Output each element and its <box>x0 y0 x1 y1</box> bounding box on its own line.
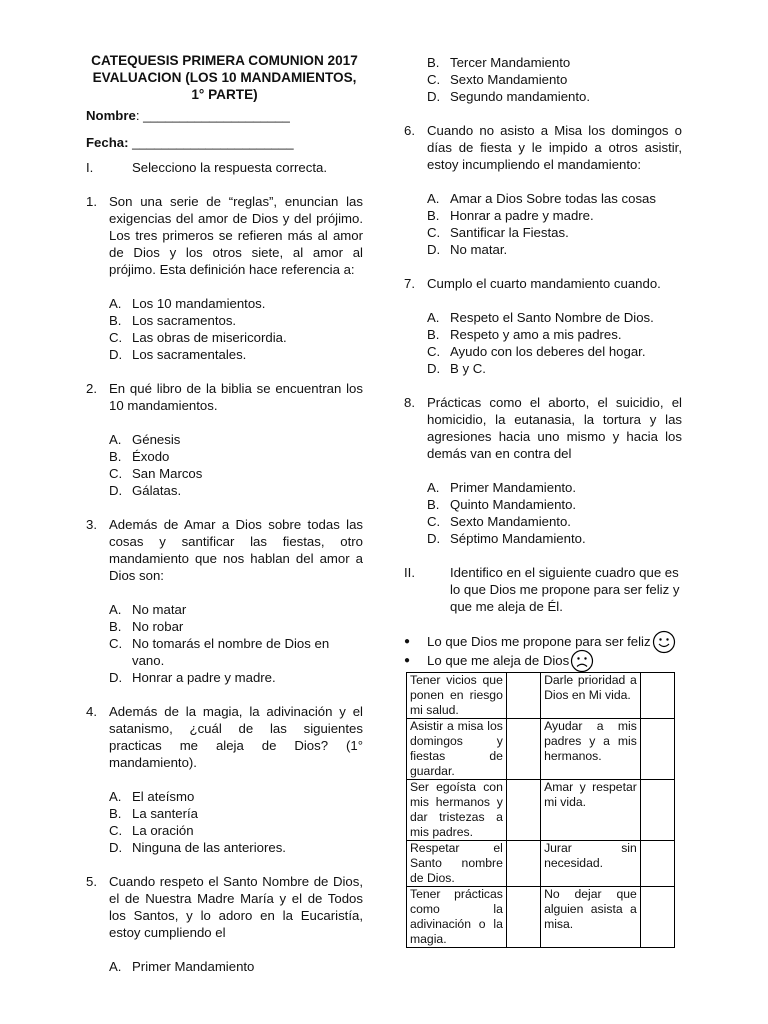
answer-option[interactable] <box>427 343 682 360</box>
answer-options <box>404 309 682 377</box>
option-text: El ateísmo <box>132 789 195 804</box>
question-4 <box>86 703 363 771</box>
answer-options <box>86 431 363 499</box>
section-number: II. <box>404 565 415 580</box>
question-text: Cuando no asisto a Misa los domingos o días de fiesta y le impido a otros asistir, estoy incumpliendo el mandamiento: <box>427 123 682 172</box>
question-text: Son una serie de “reglas”, enuncian las exigencias del amor de Dios y del prójimo. Los tres primeros se refieren más al amor de Dios y los otros siete, al amor al prójimo. Esta definición hace referencia a: <box>109 194 363 277</box>
answer-option[interactable] <box>109 788 363 805</box>
option-letter: C. <box>427 225 441 240</box>
option-text: No robar <box>132 619 184 634</box>
option-text: Respeto y amo a mis padres. <box>450 327 622 342</box>
option-text: Quinto Mandamiento. <box>450 497 577 512</box>
table-row <box>407 673 675 719</box>
classification-table <box>406 672 675 948</box>
option-text: Segundo mandamiento. <box>450 89 591 104</box>
table-cell-statement: Amar y respetar mi vida. <box>541 780 641 841</box>
table-cell-answer-box[interactable] <box>506 719 540 780</box>
answer-option[interactable] <box>109 958 363 975</box>
question-text: Además de la magia, la adivinación y el satanismo, ¿cuál de las siguientes practicas me aleja de Dios? (1° mandamiento). <box>109 704 363 770</box>
table-cell-answer-box[interactable] <box>506 887 540 948</box>
table-cell-statement: Jurar sin necesidad. <box>541 841 641 887</box>
table-cell-answer-box[interactable] <box>506 841 540 887</box>
option-letter: D. <box>427 242 441 257</box>
option-letter: B. <box>427 327 440 342</box>
section-number: I. <box>86 160 94 175</box>
option-letter: B. <box>109 449 122 464</box>
option-letter: C. <box>427 72 441 87</box>
answer-option[interactable] <box>109 601 363 618</box>
bullet-icon: ● <box>404 636 411 647</box>
option-text: La santería <box>132 806 198 821</box>
option-text: No matar. <box>450 242 508 257</box>
option-text: Los sacramentales. <box>132 347 247 362</box>
answer-option[interactable] <box>427 326 682 343</box>
option-text: Ninguna de las anteriores. <box>132 840 286 855</box>
option-text: Sexto Mandamiento <box>450 72 568 87</box>
option-text: Las obras de misericordia. <box>132 330 287 345</box>
option-letter: C. <box>109 636 123 651</box>
table-cell-answer-box[interactable] <box>640 841 674 887</box>
title-line-1: CATEQUESIS PRIMERA COMUNION 2017 <box>91 53 358 68</box>
answer-option[interactable] <box>427 241 682 258</box>
answer-option[interactable] <box>427 530 682 547</box>
option-text: Honrar a padre y madre. <box>132 670 276 685</box>
question-text: Cumplo el cuarto mandamiento cuando. <box>427 276 661 291</box>
table-cell-answer-box[interactable] <box>640 673 674 719</box>
answer-option[interactable] <box>109 295 363 312</box>
bullet-text: Lo que me aleja de Dios <box>427 653 570 668</box>
left-questions <box>86 193 363 975</box>
question-number: 5. <box>86 874 97 889</box>
answer-option[interactable] <box>427 207 682 224</box>
answer-option[interactable] <box>427 479 682 496</box>
option-text: No tomarás el nombre de Dios en vano. <box>132 636 330 668</box>
answer-option[interactable] <box>109 805 363 822</box>
date-blank: ______________________ <box>128 135 294 150</box>
section-1-heading <box>86 159 363 176</box>
table-cell-answer-box[interactable] <box>640 887 674 948</box>
table-cell-statement: Tener prácticas como la adivinación o la magia. <box>407 887 507 948</box>
answer-options <box>86 788 363 856</box>
option-letter: C. <box>109 823 123 838</box>
option-text: Respeto el Santo Nombre de Dios. <box>450 310 654 325</box>
option-letter: A. <box>109 959 122 974</box>
option-letter: A. <box>427 191 440 206</box>
right-column <box>404 54 682 670</box>
answer-option[interactable] <box>427 360 682 377</box>
question-number: 3. <box>86 517 97 532</box>
name-field[interactable] <box>86 107 363 124</box>
option-text: San Marcos <box>132 466 203 481</box>
section-text: Selecciono la respuesta correcta. <box>132 160 327 175</box>
title-line-2: EVALUACION (LOS 10 MANDAMIENTOS, <box>92 70 357 85</box>
option-text: Tercer Mandamiento <box>450 55 571 70</box>
answer-option[interactable] <box>427 496 682 513</box>
answer-options <box>404 479 682 547</box>
question-5-options-continued <box>404 54 682 105</box>
question-number: 2. <box>86 381 97 396</box>
option-text: Éxodo <box>132 449 170 464</box>
option-letter: B. <box>427 497 440 512</box>
left-column <box>86 52 363 992</box>
table-cell-statement: No dejar que alguien asista a misa. <box>541 887 641 948</box>
option-text: No matar <box>132 602 187 617</box>
option-text: Séptimo Mandamiento. <box>450 531 586 546</box>
name-blank: : ____________________ <box>135 108 290 123</box>
bullet-happy <box>404 632 682 651</box>
table-cell-answer-box[interactable] <box>640 719 674 780</box>
table-cell-statement: Ser egoísta con mis hermanos y dar tristezas a mis padres. <box>407 780 507 841</box>
table-cell-answer-box[interactable] <box>640 780 674 841</box>
question-2 <box>86 380 363 414</box>
table-cell-statement: Ayudar a mis padres y a mis hermanos. <box>541 719 641 780</box>
option-text: Amar a Dios Sobre todas las cosas <box>450 191 656 206</box>
answer-option[interactable] <box>109 635 363 669</box>
table-row <box>407 887 675 948</box>
table-row <box>407 841 675 887</box>
answer-option[interactable] <box>109 465 363 482</box>
answer-option[interactable] <box>109 669 363 686</box>
option-letter: B. <box>109 313 122 328</box>
question-8 <box>404 394 682 462</box>
question-number: 7. <box>404 276 415 291</box>
option-text: Sexto Mandamiento. <box>450 514 571 529</box>
table-cell-statement: Tener vicios que ponen en riesgo mi salud. <box>407 673 507 719</box>
exam-title <box>86 52 363 103</box>
question-text: Prácticas como el aborto, el suicidio, el homicidio, la eutanasia, la tortura y las agresiones hacia uno mismo y hacia los demás van en contra del <box>427 395 682 461</box>
option-text: Los sacramentos. <box>132 313 237 328</box>
question-number: 6. <box>404 123 415 138</box>
question-number: 1. <box>86 194 97 209</box>
option-letter: D. <box>427 361 441 376</box>
answer-options <box>86 958 363 975</box>
answer-option[interactable] <box>427 54 682 71</box>
date-field[interactable] <box>86 134 363 151</box>
option-text: B y C. <box>450 361 486 376</box>
option-letter: B. <box>427 208 440 223</box>
table-row <box>407 719 675 780</box>
option-letter: A. <box>109 296 122 311</box>
option-letter: B. <box>109 806 122 821</box>
option-letter: D. <box>427 89 441 104</box>
answer-option[interactable] <box>109 618 363 635</box>
question-text: Cuando respeto el Santo Nombre de Dios, el de Nuestra Madre María y el de Todos los Santos, y lo adoro en la Eucaristía, estoy cumpliendo el <box>109 874 363 940</box>
answer-option[interactable] <box>427 309 682 326</box>
option-letter: A. <box>109 602 122 617</box>
table-cell-statement: Respetar el Santo nombre de Dios. <box>407 841 507 887</box>
bullet-text: Lo que Dios me propone para ser feliz <box>427 634 651 649</box>
bullet-sad <box>404 651 682 670</box>
answer-option[interactable] <box>109 448 363 465</box>
option-letter: C. <box>109 466 123 481</box>
question-7 <box>404 275 682 292</box>
option-letter: D. <box>109 347 123 362</box>
name-label: Nombre <box>86 108 136 123</box>
option-text: Primer Mandamiento <box>132 959 255 974</box>
option-letter: C. <box>427 514 441 529</box>
question-5 <box>86 873 363 941</box>
option-letter: C. <box>427 344 441 359</box>
option-letter: C. <box>109 330 123 345</box>
question-3 <box>86 516 363 584</box>
option-letter: A. <box>109 432 122 447</box>
happy-face-icon <box>652 630 676 654</box>
title-line-3: 1° PARTE) <box>191 87 258 102</box>
answer-options <box>404 190 682 258</box>
option-letter: D. <box>109 670 123 685</box>
answer-option[interactable] <box>109 346 363 363</box>
option-text: Honrar a padre y madre. <box>450 208 594 223</box>
answer-option[interactable] <box>109 431 363 448</box>
option-letter: D. <box>427 531 441 546</box>
option-text: La oración <box>132 823 194 838</box>
answer-option[interactable] <box>109 482 363 499</box>
option-letter: B. <box>109 619 122 634</box>
answer-option[interactable] <box>427 71 682 88</box>
answer-options <box>86 601 363 686</box>
section-text: Identifico en el siguiente cuadro que es lo que Dios me propone para ser feliz y que me aleja de Él. <box>450 565 680 614</box>
option-letter: A. <box>427 480 440 495</box>
option-letter: A. <box>109 789 122 804</box>
answer-option[interactable] <box>109 822 363 839</box>
option-text: Gálatas. <box>132 483 182 498</box>
table-cell-answer-box[interactable] <box>506 673 540 719</box>
question-6 <box>404 122 682 173</box>
option-text: Santificar la Fiestas. <box>450 225 569 240</box>
table-row <box>407 780 675 841</box>
answer-option[interactable] <box>427 190 682 207</box>
sad-face-icon <box>570 649 594 673</box>
option-text: Ayudo con los deberes del hogar. <box>450 344 646 359</box>
table-cell-answer-box[interactable] <box>506 780 540 841</box>
option-letter: B. <box>427 55 440 70</box>
table-cell-statement: Darle prioridad a Dios en Mi vida. <box>541 673 641 719</box>
date-label: Fecha: <box>86 135 129 150</box>
option-letter: D. <box>109 483 123 498</box>
question-text: Además de Amar a Dios sobre todas las cosas y santificar las fiestas, otro mandamiento que nos hablan del amor a Dios son: <box>109 517 363 583</box>
question-1 <box>86 193 363 278</box>
right-questions <box>404 122 682 547</box>
option-text: Los 10 mandamientos. <box>132 296 266 311</box>
option-letter: D. <box>109 840 123 855</box>
section-2-heading <box>404 564 682 615</box>
answer-options <box>86 295 363 363</box>
option-text: Génesis <box>132 432 181 447</box>
answer-option[interactable] <box>427 224 682 241</box>
option-text: Primer Mandamiento. <box>450 480 577 495</box>
answer-option[interactable] <box>109 312 363 329</box>
question-number: 4. <box>86 704 97 719</box>
answer-option[interactable] <box>109 329 363 346</box>
question-number: 8. <box>404 395 415 410</box>
answer-option[interactable] <box>109 839 363 856</box>
answer-option[interactable] <box>427 88 682 105</box>
question-text: En qué libro de la biblia se encuentran los 10 mandamientos. <box>109 381 363 413</box>
answer-option[interactable] <box>427 513 682 530</box>
bullet-icon: ● <box>404 655 411 666</box>
option-letter: A. <box>427 310 440 325</box>
table-cell-statement: Asistir a misa los domingos y fiestas de guardar. <box>407 719 507 780</box>
